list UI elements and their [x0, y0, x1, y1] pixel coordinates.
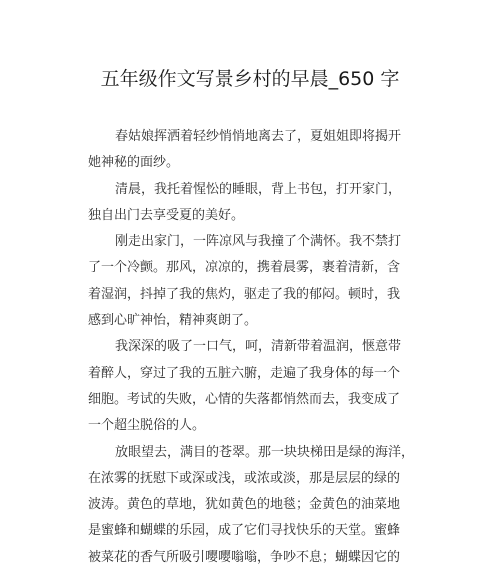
text-line: 刚走出家门，一阵凉风与我撞了个满怀。我不禁打	[115, 234, 402, 250]
text-line: 被菜花的香气所吸引嘤嘤嗡嗡，争吵不息；蝴蝶因它的	[88, 549, 401, 565]
text-line: 感到心旷神怡，精神爽朗了。	[88, 313, 258, 329]
text-line: 波涛。黄色的草地，犹如黄色的地毯；金黄色的油菜地	[88, 497, 401, 513]
text-line: 清晨，我托着惺忪的睡眼，背上书包，打开家门，	[115, 181, 402, 197]
document-title: 五年级作文写景乡村的早晨_650 字	[100, 68, 400, 90]
text-line: 着醉人，穿过了我的五脏六腑，走遍了我身体的每一个	[88, 365, 401, 381]
document-body	[88, 124, 418, 566]
text-line: 春姑娘挥洒着轻纱悄悄地离去了，夏姐姐即将揭开	[115, 129, 402, 144]
text-line: 放眼望去，满目的苍翠。那一块块梯田是绿的海洋，	[115, 444, 415, 460]
text-line: 是蜜蜂和蝴蝶的乐园，成了它们寻找快乐的天堂。蜜蜂	[88, 523, 401, 539]
text-line: 我深深的吸了一口气，呵，清新带着温润，惬意带	[115, 339, 402, 355]
text-line: 一个超尘脱俗的人。	[88, 418, 206, 434]
text-line: 她神秘的面纱。	[88, 155, 180, 171]
text-line: 细胞。考试的失败，心情的失落都悄然而去，我变成了	[88, 391, 401, 407]
text-line: 独自出门去享受夏的美好。	[88, 207, 245, 223]
paragraph	[88, 229, 418, 334]
paragraph	[88, 124, 418, 177]
paragraph	[88, 334, 418, 439]
text-line: 着湿润，抖掉了我的焦灼，驱走了我的郁闷。顿时，我	[88, 286, 401, 302]
text-line: 在浓雾的抚慰下或深或浅，或浓或淡，那是层层的绿的	[88, 470, 401, 486]
text-line: 了一个冷颤。那风，凉凉的，携着晨雾，裹着清新，含	[88, 260, 401, 276]
paragraph	[88, 177, 418, 230]
paragraph	[88, 440, 418, 566]
